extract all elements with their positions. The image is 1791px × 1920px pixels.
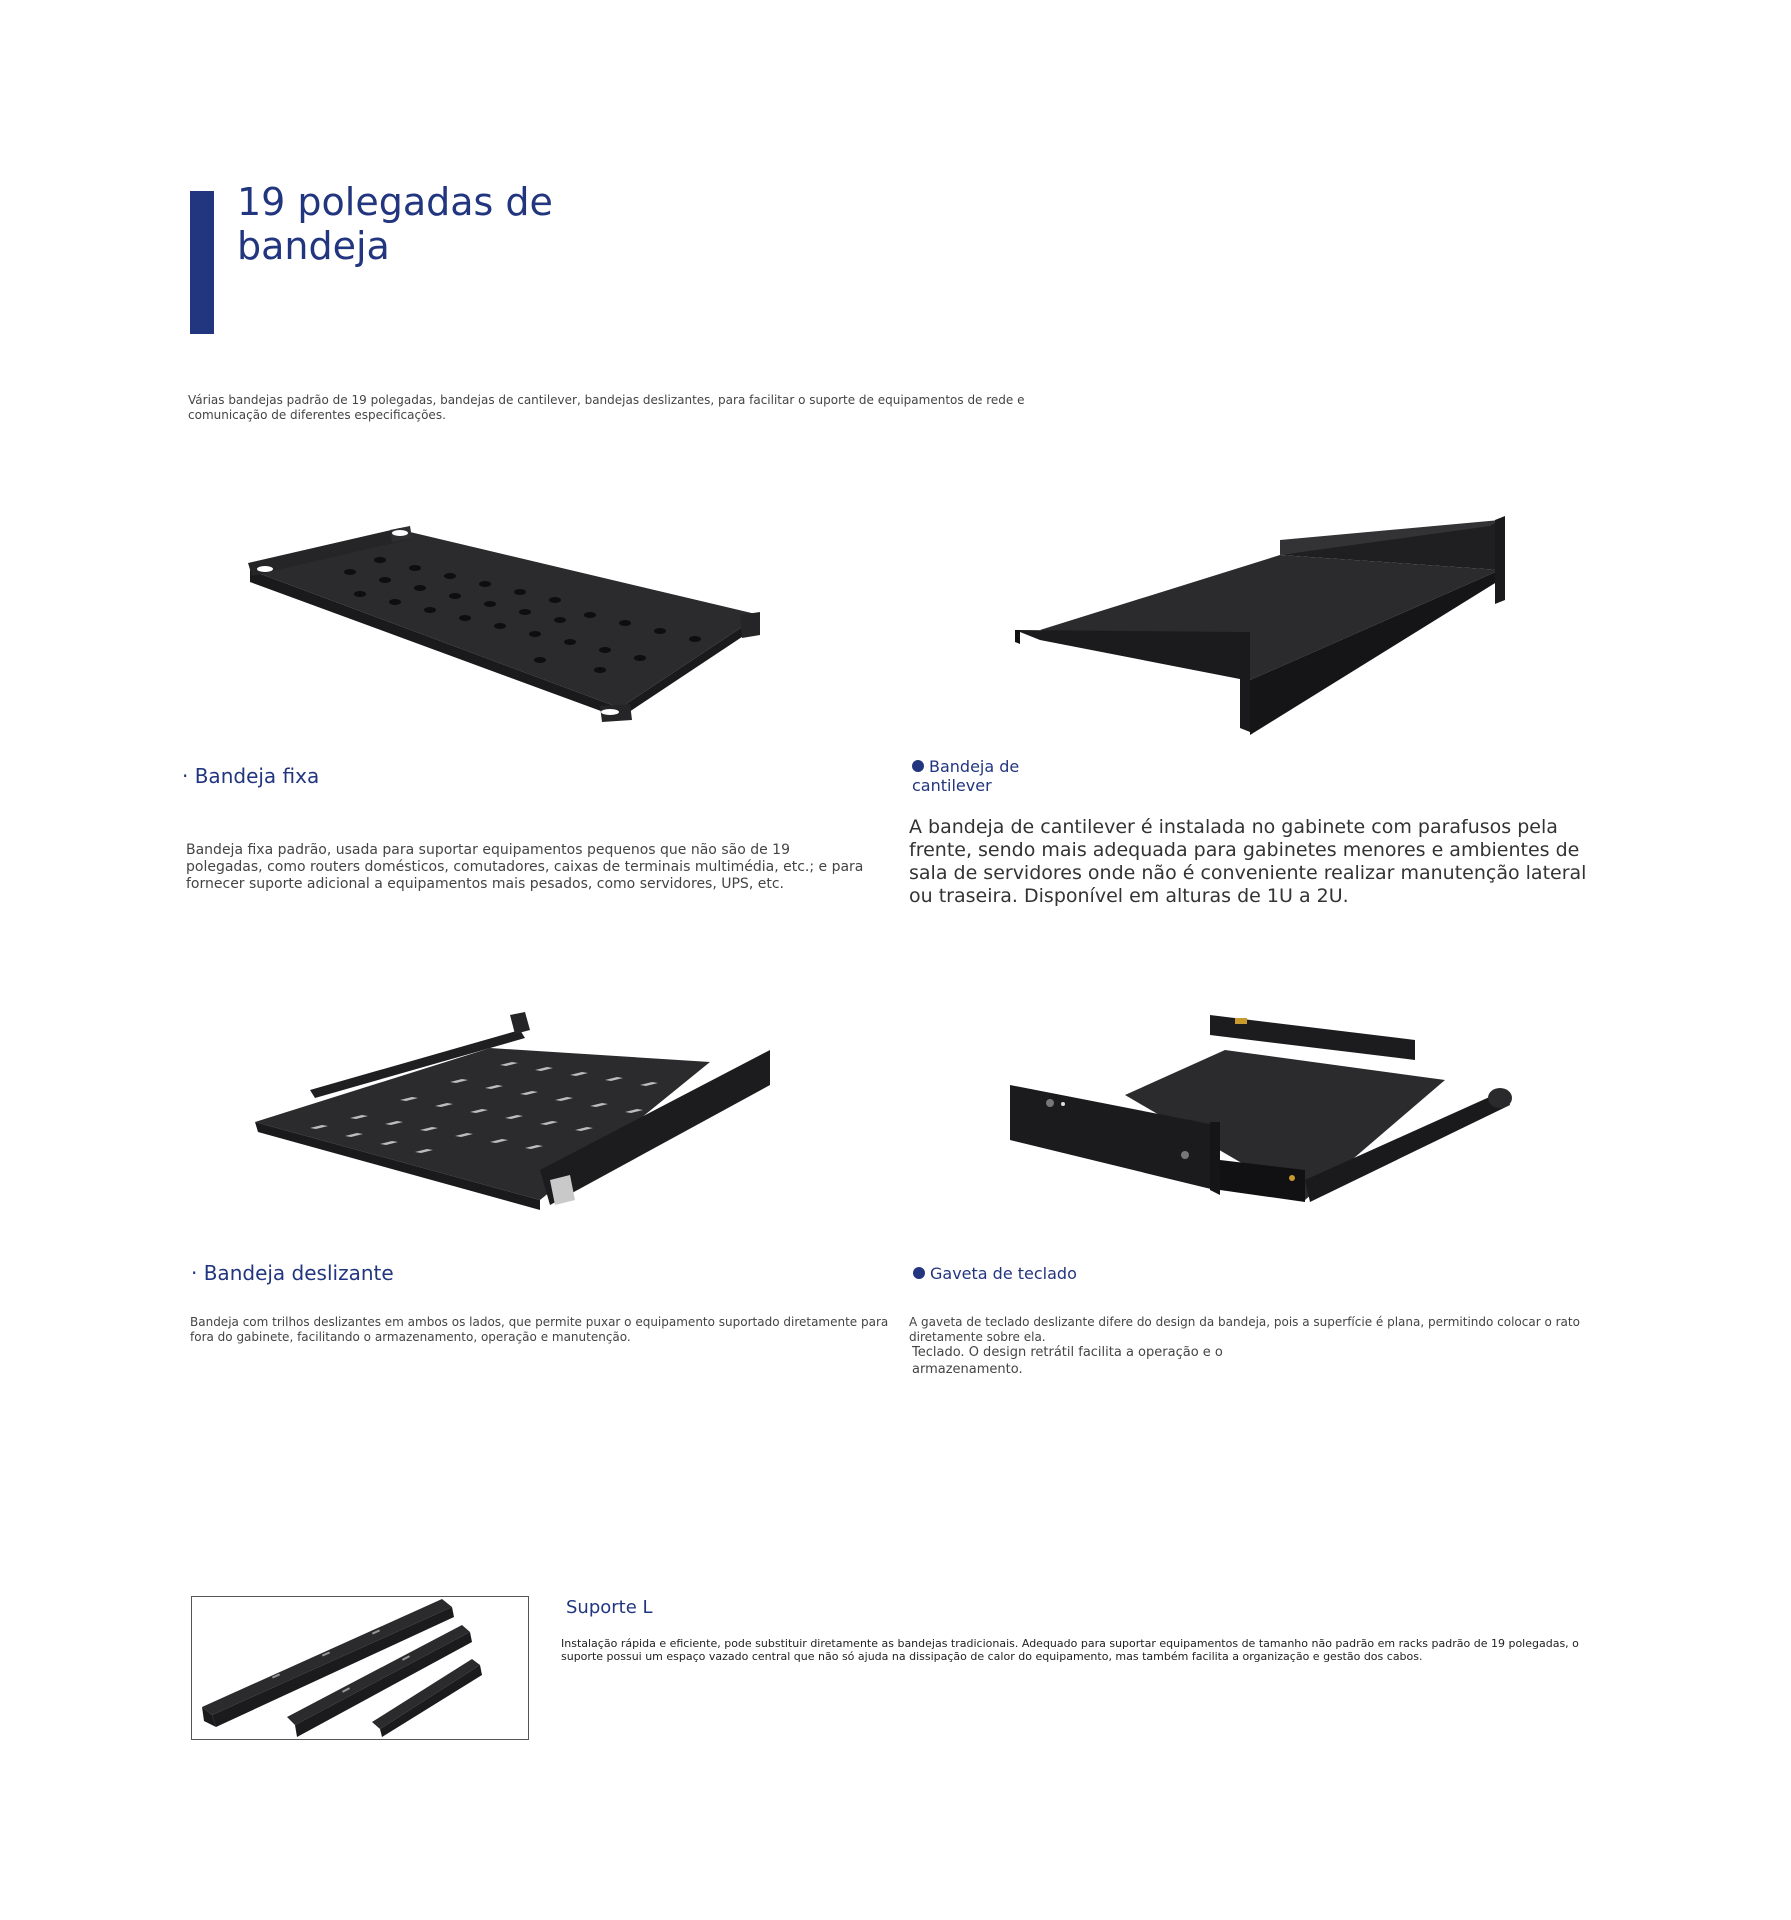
suporte-l-image-frame (191, 1596, 529, 1740)
heading-bandeja-deslizante: · Bandeja deslizante (191, 1261, 394, 1285)
keyboard-drawer-image (1005, 1010, 1515, 1210)
sliding-tray-image (250, 1010, 770, 1210)
cantilever-tray-image (1010, 520, 1510, 740)
description-bandeja-deslizante: Bandeja com trilhos deslizantes em ambos os lados, que permite puxar o equipamento suportado diretamente para fora do gabinete, facilitando o armazenamento, operação e manutenção. (190, 1315, 889, 1344)
suporte-l-image (192, 1597, 528, 1739)
heading-bandeja-cantilever (912, 757, 1052, 795)
page-title (237, 180, 657, 268)
fixed-tray-image (240, 520, 770, 710)
heading-bandeja-fixa: · Bandeja fixa (182, 764, 320, 788)
heading-gaveta-teclado (913, 1264, 1077, 1283)
bullet-icon (912, 760, 924, 772)
description-gaveta-teclado-continued: Teclado. O design retrátil facilita a operação e o armazenamento. (912, 1345, 1223, 1377)
intro-text: Várias bandejas padrão de 19 polegadas, bandejas de cantilever, bandejas deslizantes, para facilitar o suporte de equipamentos de rede e comunicação de diferentes especificações. (188, 393, 1025, 422)
bullet-icon (913, 1267, 925, 1279)
description-gaveta-teclado: A gaveta de teclado deslizante difere do design da bandeja, pois a superfície é plana, permitindo colocar o rato diretamente sobre ela. (909, 1315, 1580, 1344)
title-accent-bar (190, 191, 214, 334)
heading-suporte-l: Suporte L (566, 1597, 653, 1618)
heading-bandeja-cantilever-label: Bandeja de cantilever (912, 757, 1020, 795)
description-bandeja-cantilever: A bandeja de cantilever é instalada no gabinete com parafusos pela frente, sendo mais adequada para gabinetes menores e ambientes de sala de servidores onde não é conveniente realizar manutenção lateral ou traseira. Disponível em alturas de 1U a 2U. (909, 816, 1587, 907)
page-title-line-1: 19 polegadas de (237, 180, 553, 224)
description-suporte-l: Instalação rápida e eficiente, pode substituir diretamente as bandejas tradicionais. Adequado para suportar equipamentos de tamanho não padrão em racks padrão de 19 polegadas, o suporte possui um espaço vazado central que não só ajuda na dissipação de calor do equipamento, mas também facilita a organização e gestão dos cabos. (561, 1637, 1579, 1663)
page-title-line-2: bandeja (237, 224, 390, 268)
description-bandeja-fixa: Bandeja fixa padrão, usada para suportar equipamentos pequenos que não são de 19 polegadas, como routers domésticos, comutadores, caixas de terminais multimédia, etc.; e para fornecer suporte adicional a equipamentos mais pesados, como servidores, UPS, etc. (186, 842, 864, 892)
heading-gaveta-teclado-label: Gaveta de teclado (930, 1264, 1077, 1283)
